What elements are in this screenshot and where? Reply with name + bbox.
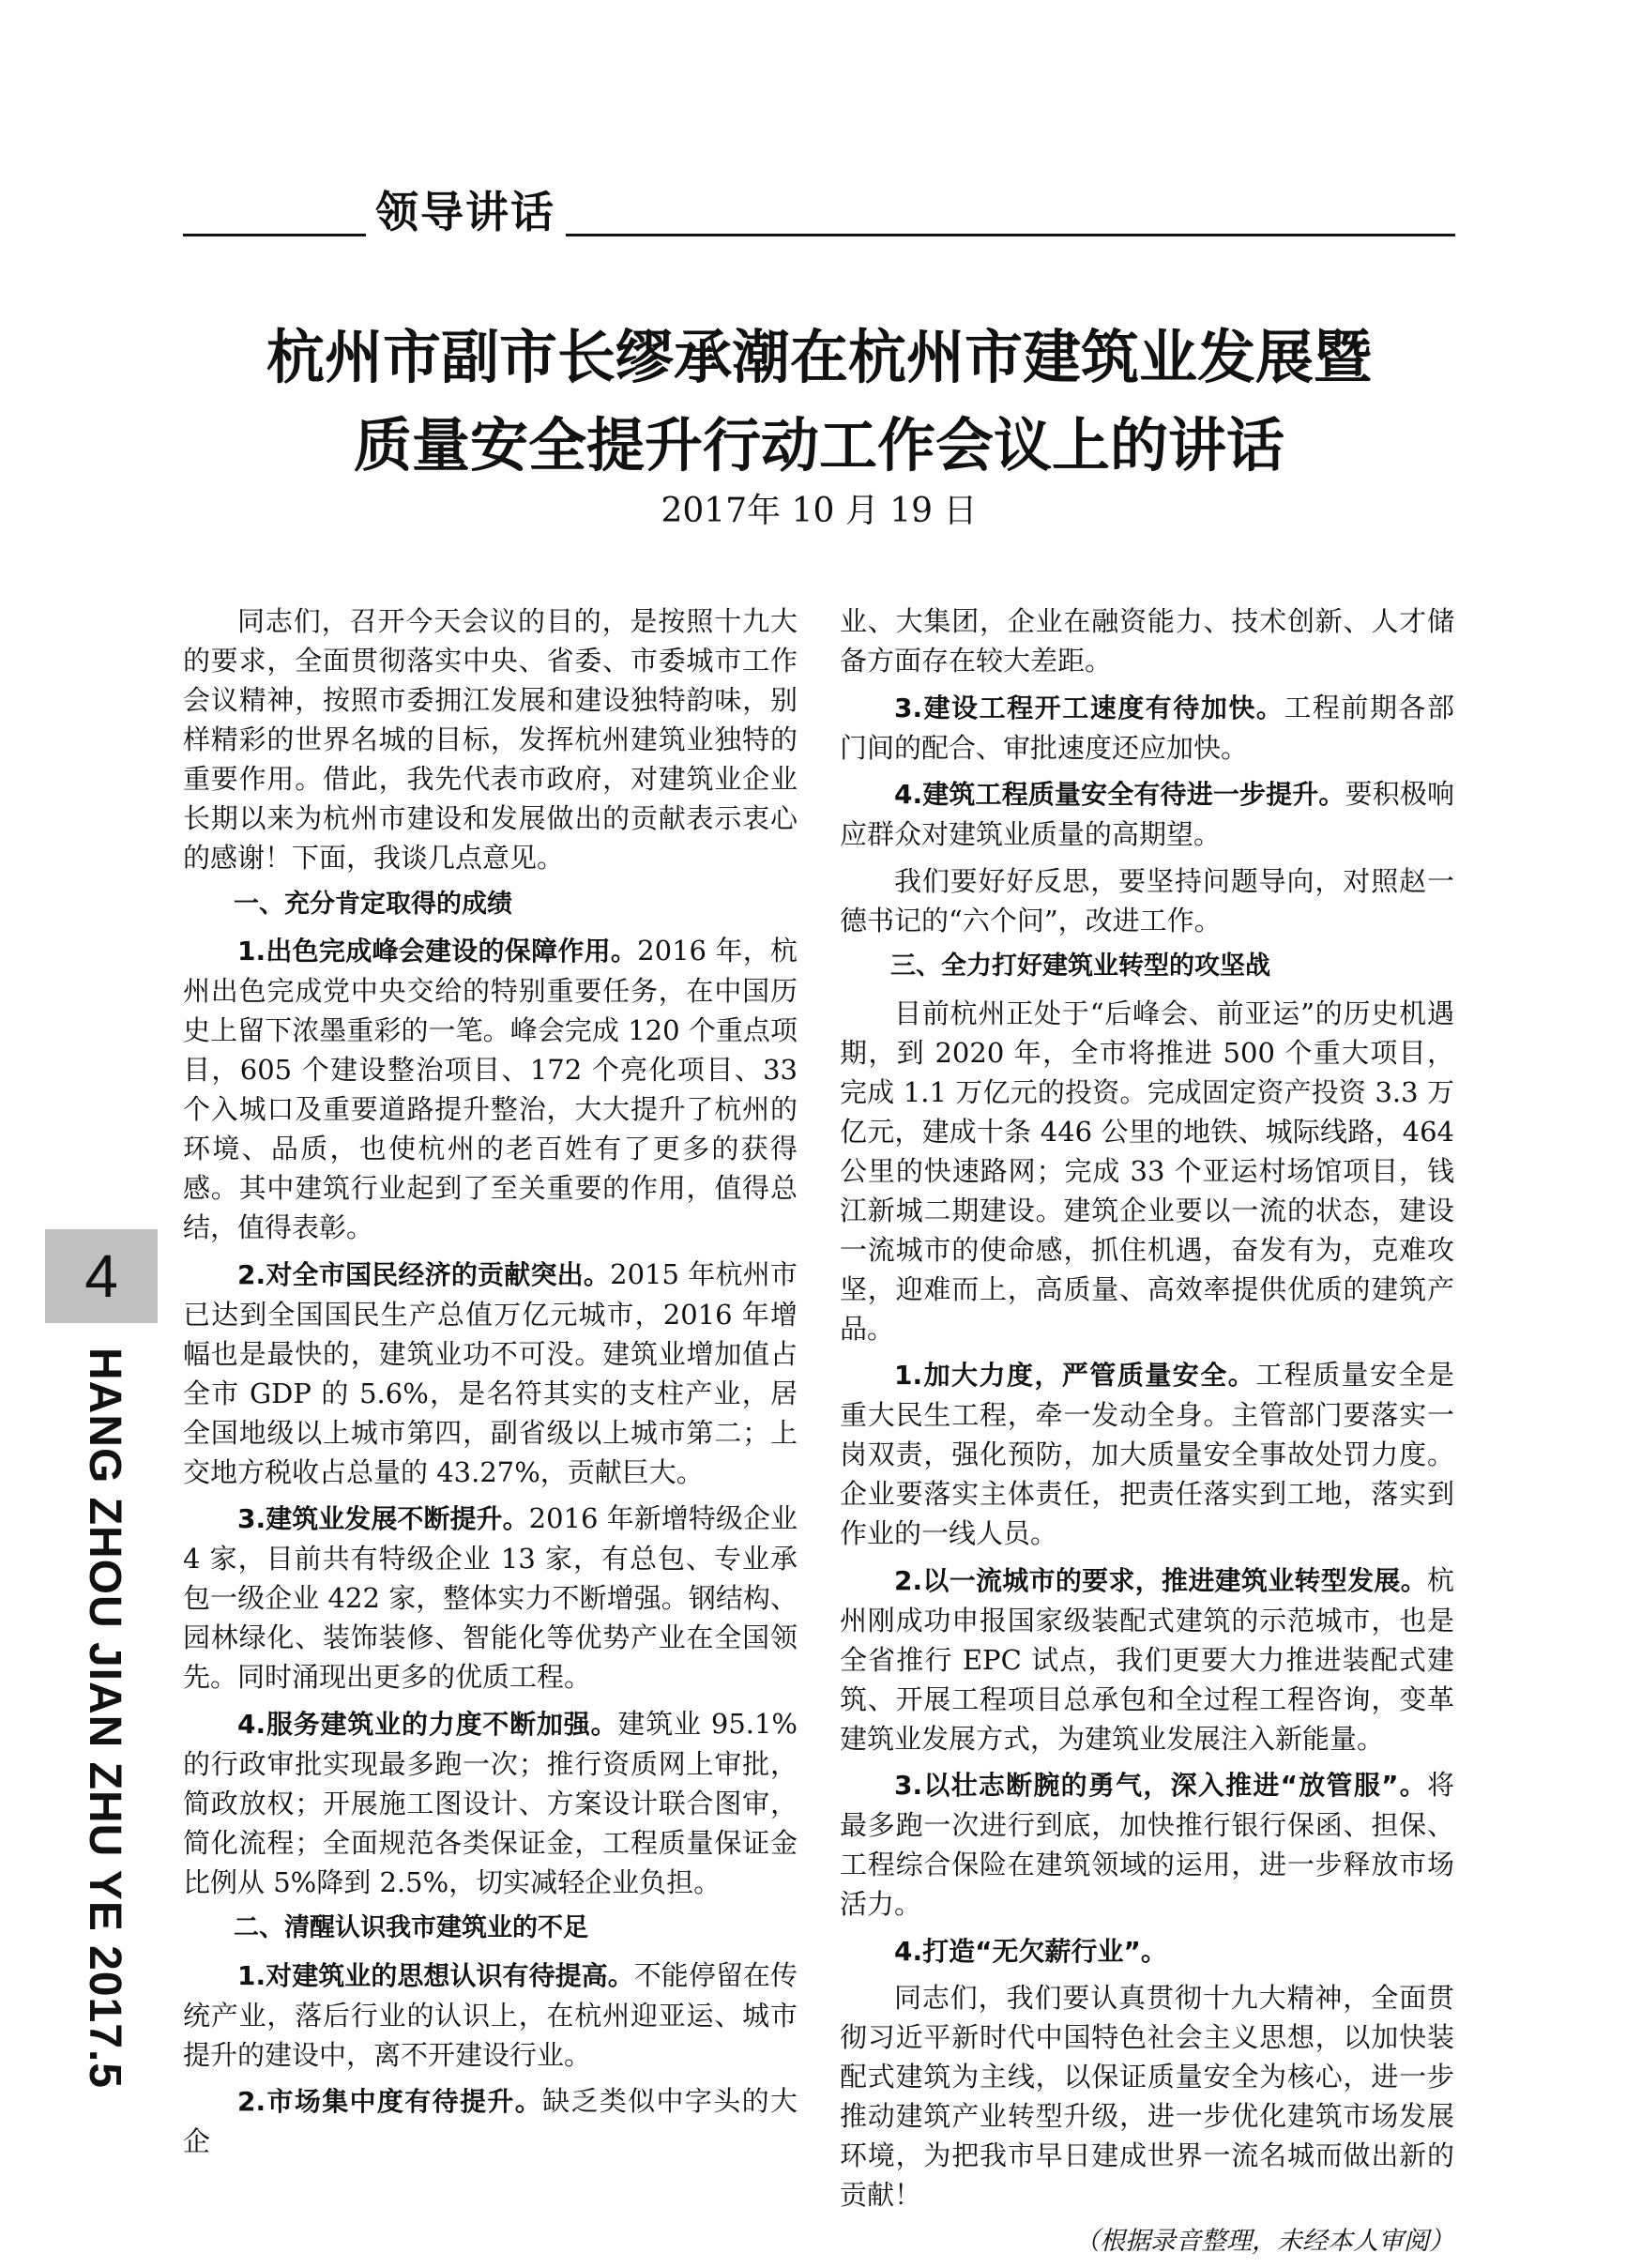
- header-rule-right: [566, 234, 1455, 236]
- paragraph: [183, 1956, 798, 2075]
- section-label: 领导讲话: [375, 187, 555, 237]
- paragraph-lead: 1.加大力度，严管质量安全。: [894, 1360, 1256, 1391]
- paragraph-lead: 2.以一流城市的要求，推进建筑业转型发展。: [894, 1564, 1427, 1596]
- paragraph: [840, 1355, 1454, 1553]
- paragraph: [183, 1704, 798, 1902]
- paragraph: [183, 1499, 798, 1697]
- paragraph: 目前杭州正处于“后峰会、前亚运”的历史机遇期，到 2020 年，全市将推进 500 个重大项目，完成 1.1 万亿元的投资。完成固定资产投资 3.3 万亿元，建成十条 446 公里的地铁、城际线路，464 公里的快速路网；完成 33 个亚运村场馆项目，钱江新城二期建设。建筑企业要以一流的状态，建设一流城市的使命感，抓住机遇，奋发有为，克难攻坚，迎难而上，高质量、高效率提供优质的建筑产品。: [840, 997, 1454, 1345]
- paragraph-text: 2015 年杭州市已达到全国国民生产总值万亿元城市，2016 年增幅也是最快的，建筑业功不可没。建筑业增加值占全市 GDP 的 5.6%，是名符其实的支柱产业，居全国地级以上城市第四，副省级以上城市第二；上交地方税收占总量的 43.27%，贡献巨大。: [183, 1257, 798, 1488]
- closing-paragraph: 同志们，我们要认真贯彻十九大精神，全面贯彻习近平新时代中国特色社会主义思想，以加快装配式建筑为主线，以保证质量安全为核心，进一步推动建筑产业转型升级，进一步优化建筑市场发展环境，为把我市早日建成世界一流名城而做出新的贡献！: [840, 1982, 1454, 2211]
- paragraph-text: 工程前期各部门间的配合、审批速度还应加快。: [840, 691, 1454, 764]
- article-title-line-1: 杭州市副市长缪承潮在杭州市建筑业发展暨: [266, 323, 1372, 391]
- section-heading-2: 二、清醒认识我市建筑业的不足: [234, 1913, 588, 1942]
- paragraph-lead: 3.以壮志断腕的勇气，深入推进“放管服”。: [894, 1770, 1427, 1801]
- section-header: [183, 184, 1455, 242]
- paragraph-text: 要积极响应群众对建筑业质量的高期望。: [840, 778, 1454, 850]
- paragraph-text: 建筑业 95.1%的行政审批实现最多跑一次；推行资质网上审批，简政放权；开展施工图设计、方案设计联合图审，简化流程；全面规范各类保证金，工程质量保证金比例从 5%降到 2.5%，切实减轻企业负担。: [183, 1707, 798, 1898]
- paragraph-lead: 4.服务建筑业的力度不断加强。: [237, 1708, 618, 1740]
- page-number: 4: [84, 1242, 118, 1310]
- page-number-box: [45, 1229, 158, 1323]
- paragraph: [840, 1560, 1454, 1758]
- editorial-note: （根据录音整理，未经本人审阅）: [1074, 2226, 1454, 2256]
- article-date: 2017年 10 月 19 日: [661, 492, 978, 530]
- paragraph-lead: 3.建筑业发展不断提升。: [237, 1503, 529, 1534]
- left-column: [183, 601, 798, 2169]
- paragraph-lead: 1.对建筑业的思想认识有待提高。: [237, 1959, 634, 1991]
- paragraph: 我们要好好反思，要坚持问题导向，对照赵一德书记的“六个问”，改进工作。: [840, 864, 1454, 936]
- paragraph: [840, 1765, 1454, 1924]
- section-heading-1: 一、充分肯定取得的成绩: [234, 889, 512, 919]
- paragraph-text: 2016 年，杭州出色完成党中央交给的特别重要任务，在中国历史上留下浓墨重彩的一笔。峰会完成 120 个重点项目，605 个建设整治项目、172 个亮化项目、33 个入城口及重要道路提升整治，大大提升了杭州的环境、品质，也使杭州的老百姓有了更多的获得感。其中建筑行业起到了至关重要的作用，值得总结，值得表彰。: [183, 935, 798, 1243]
- paragraph: [840, 1931, 1454, 1971]
- paragraph-text: 缺乏类似中字头的大企: [183, 2085, 798, 2157]
- paragraph-text: 杭州刚成功申报国家级装配式建筑的示范城市，也是全省推行 EPC 试点，我们更要大力推进装配式建筑、开展工程项目总承包和全过程工程咨询，变革建筑业发展方式，为建筑业发展注入新能量。: [840, 1563, 1454, 1755]
- paragraph-lead: 2.市场集中度有待提升。: [237, 2086, 543, 2117]
- paragraph-lead: 4.建筑工程质量安全有待进一步提升。: [894, 779, 1345, 810]
- paragraph-lead: 2.对全市国民经济的贡献突出。: [237, 1258, 611, 1290]
- header-rule-left: [183, 234, 366, 236]
- article-title-line-2: 质量安全提升行动工作会议上的讲话: [353, 411, 1284, 479]
- paragraph: [183, 2081, 798, 2161]
- paragraph-text: 2016 年新增特级企业 4 家，目前共有特级企业 13 家，有总包、专业承包一级企业 422 家，整体实力不断增强。钢结构、园林绿化、装饰装修、智能化等优势产业在全国领先。同时涌现出更多的优质工程。: [183, 1502, 798, 1693]
- section-heading-3: 三、全力打好建筑业转型的攻坚战: [890, 951, 1270, 981]
- paragraph: [183, 1255, 798, 1492]
- paragraph-text: 不能停留在传统产业，落后行业的认识上，在杭州迎亚运、城市提升的建设中，离不开建设行业。: [183, 1958, 798, 2071]
- paragraph-text: 将最多跑一次进行到底，加快推行银行保函、担保、工程综合保险在建筑领域的运用，进一步释放市场活力。: [840, 1769, 1454, 1920]
- paragraph-lead: 4.打造“无欠薪行业”。: [894, 1935, 1167, 1967]
- paragraph-lead: 3.建设工程开工速度有待加快。: [894, 692, 1284, 723]
- paragraph-lead: 1.出色完成峰会建设的保障作用。: [237, 936, 638, 967]
- paragraph: [840, 774, 1454, 854]
- intro-paragraph: 同志们，召开今天会议的目的，是按照十九大的要求，全面贯彻落实中央、省委、市委城市工作会议精神，按照市委拥江发展和建设独特韵味，别样精彩的世界名城的目标，发挥杭州建筑业独特的重要作用。借此，我先代表市政府，对建筑业企业长期以来为杭州市建设和发展做出的贡献表示衷心的感谢！下面，我谈几点意见。: [183, 605, 798, 874]
- paragraph: [840, 688, 1454, 768]
- paragraph: [183, 931, 798, 1247]
- right-column: [840, 601, 1454, 2268]
- paragraph-text: 工程质量安全是重大民生工程，牵一发动全身。主管部门要落实一岗双责，强化预防，加大质量安全事故处罚力度。企业要落实主体责任，把责任落实到工地，落实到作业的一线人员。: [840, 1359, 1454, 1549]
- paragraph-continuation: 业、大集团，企业在融资能力、技术创新、人才储备方面存在较大差距。: [840, 605, 1454, 677]
- journal-vertical-label: HANG ZHOU JIAN ZHU YE 2017.5: [80, 1347, 129, 2089]
